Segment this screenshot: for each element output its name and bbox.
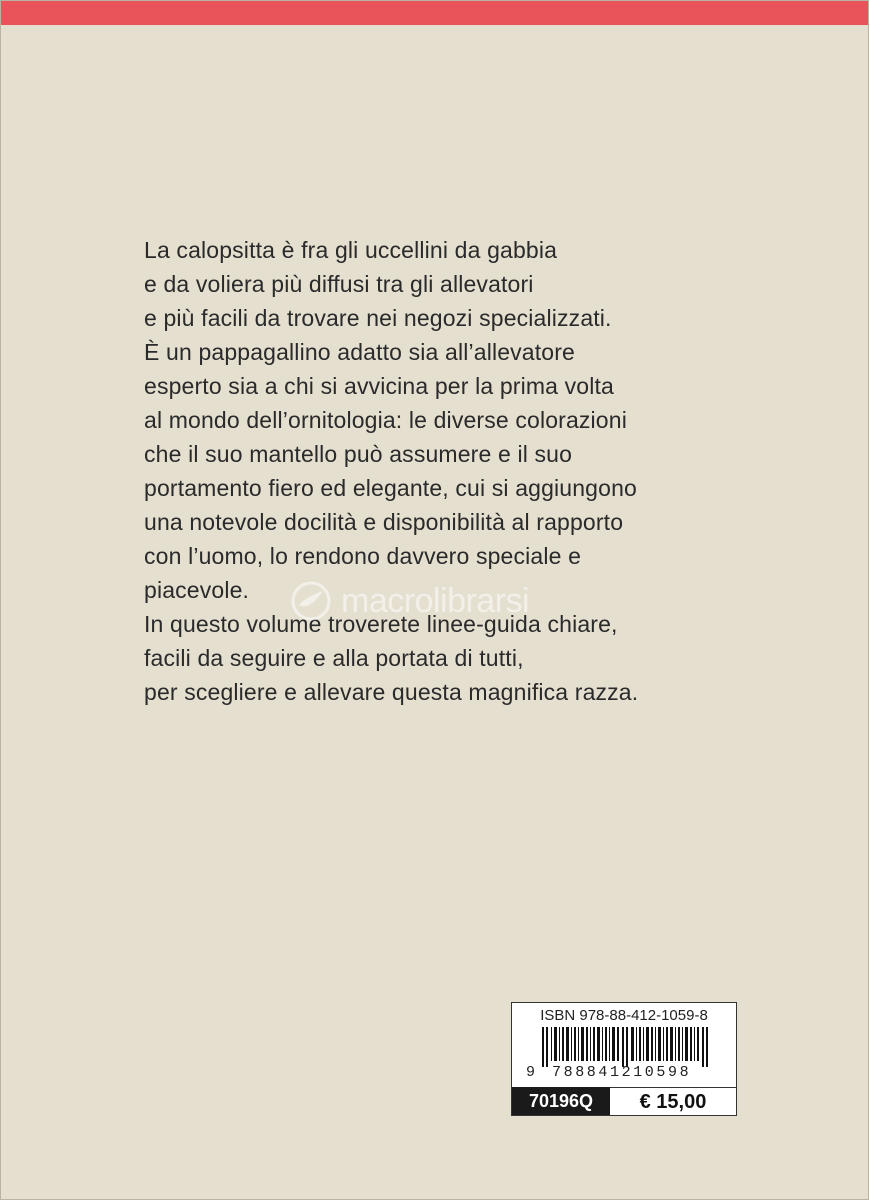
barcode-first-digit: 9 [526,1064,536,1081]
watermark-text: macrolibrarsi [341,581,530,620]
blurb-text [144,233,744,709]
product-code: 70196Q [512,1087,610,1115]
barcode-icon [542,1027,708,1067]
price-label: € 15,00 [610,1087,736,1115]
blurb-line: che il suo mantello può assumere e il suo [144,441,573,467]
blurb-line: La calopsitta è fra gli uccellini da gabbia [144,237,558,263]
blurb-line: e da voliera più diffusi tra gli allevatori [144,271,534,297]
blurb-line: una notevole docilità e disponibilità al rapporto [144,509,624,535]
top-color-stripe [1,1,868,25]
isbn-label: ISBN 978-88-412-1059-8 [540,1007,708,1024]
blurb-line: In questo volume troverete linee-guida chiare, [144,611,618,637]
blurb-line: È un pappagallino adatto sia all’allevatore [144,339,575,365]
blurb-line: portamento fiero ed elegante, cui si aggiungono [144,475,637,501]
blurb-line: e più facili da trovare nei negozi specializzati. [144,305,612,331]
blurb-line: al mondo dell’ornitologia: le diverse colorazioni [144,407,627,433]
barcode-panel [511,1002,737,1116]
barcode-digit-group: 788841210598 [552,1064,692,1081]
blurb-line: per scegliere e allevare questa magnifica razza. [144,679,639,705]
blurb-line: esperto sia a chi si avvicina per la prima volta [144,373,614,399]
blurb-line: piacevole. [144,577,250,603]
blurb-line: con l’uomo, lo rendono davvero speciale e [144,543,582,569]
blurb-line: facili da seguire e alla portata di tutti, [144,645,524,671]
